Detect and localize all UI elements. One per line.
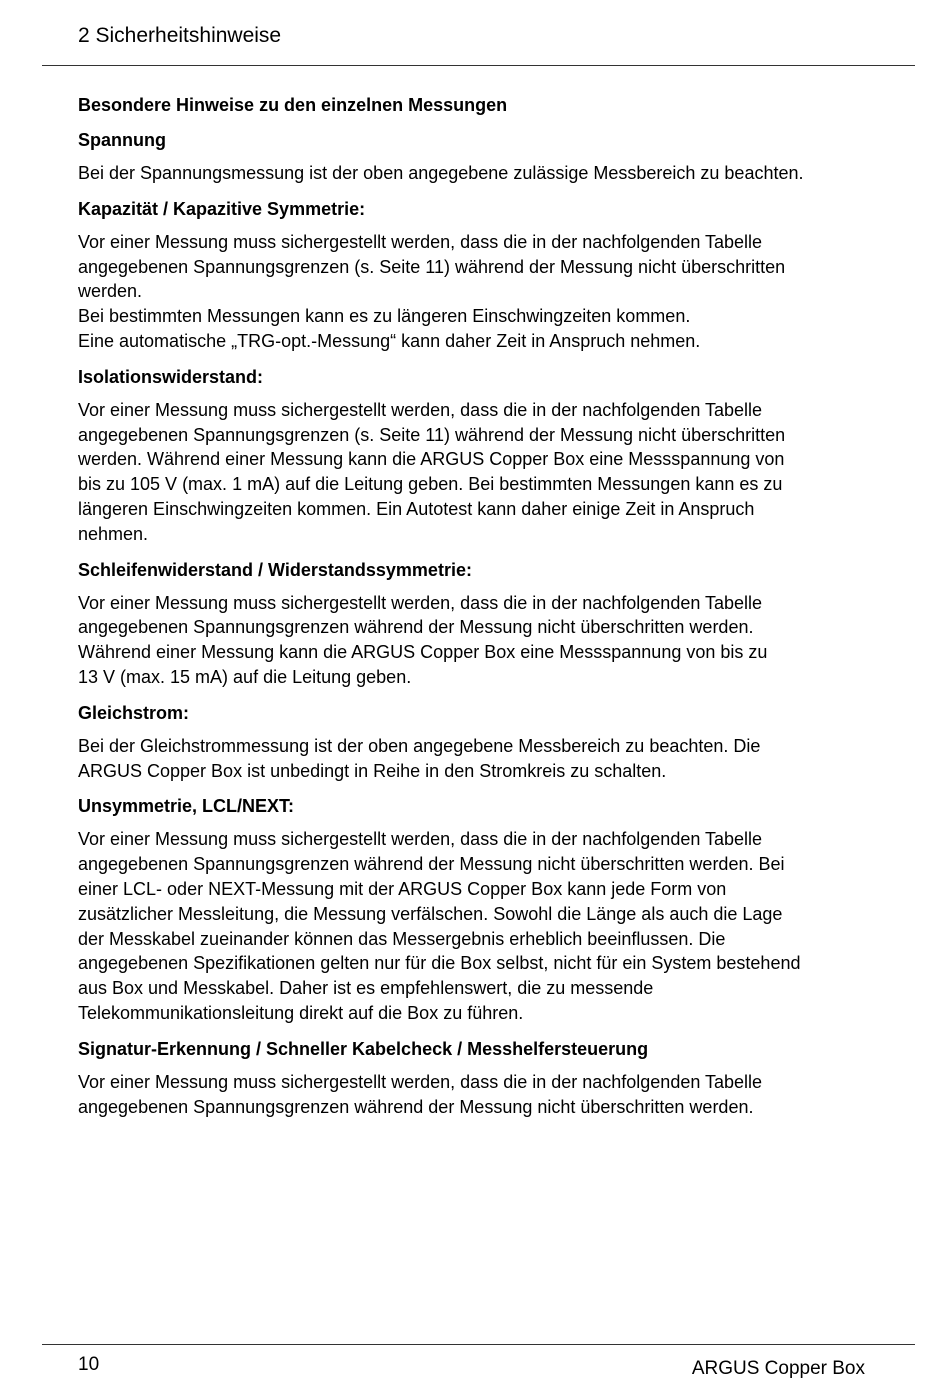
- paragraph-line: Vor einer Messung muss sichergestellt werden, dass die in der nachfolgenden Tabelle: [78, 592, 763, 613]
- section-heading: Kapazität / Kapazitive Symmetrie:: [78, 198, 366, 219]
- section-paragraph: [78, 398, 878, 547]
- page-number: 10: [78, 1354, 100, 1375]
- paragraph-line: Bei der Gleichstrommessung ist der oben angegebene Messbereich zu beachten. Die: [78, 735, 761, 756]
- paragraph-line: Vor einer Messung muss sichergestellt werden, dass die in der nachfolgenden Tabelle: [78, 399, 763, 420]
- paragraph-line: Vor einer Messung muss sichergestellt werden, dass die in der nachfolgenden Tabelle: [78, 829, 763, 850]
- paragraph-line: angegebenen Spannungsgrenzen während der Messung nicht überschritten werden.: [78, 617, 754, 638]
- section-block: [78, 128, 878, 186]
- section-heading: Spannung: [78, 130, 166, 150]
- section-heading: Unsymmetrie, LCL/NEXT:: [78, 796, 295, 817]
- section-heading: Isolationswiderstand:: [78, 366, 264, 387]
- section-block: [78, 197, 878, 354]
- paragraph-line: bis zu 105 V (max. 1 mA) auf die Leitung geben. Bei bestimmten Messungen kann es zu: [78, 474, 783, 495]
- paragraph-line: längeren Einschwingzeiten kommen. Ein Autotest kann daher einige Zeit in Anspruch: [78, 498, 755, 519]
- paragraph-line: Eine automatische „TRG-opt.-Messung“ kann daher Zeit in Anspruch nehmen.: [78, 330, 701, 351]
- footer-divider: [42, 1344, 915, 1345]
- paragraph-line: Vor einer Messung muss sichergestellt werden, dass die in der nachfolgenden Tabelle: [78, 1071, 763, 1092]
- paragraph-line: werden.: [78, 281, 143, 302]
- paragraph-line: Vor einer Messung muss sichergestellt werden, dass die in der nachfolgenden Tabelle: [78, 231, 763, 252]
- paragraph-line: Bei der Spannungsmessung ist der oben angegebene zulässige Messbereich zu beachten.: [78, 163, 804, 183]
- section-paragraph: [78, 591, 878, 690]
- paragraph-line: 13 V (max. 15 mA) auf die Leitung geben.: [78, 666, 412, 687]
- section-paragraph: [78, 827, 878, 1025]
- paragraph-line: angegebenen Spannungsgrenzen während der Messung nicht überschritten werden. Bei: [78, 854, 785, 875]
- paragraph-line: aus Box und Messkabel. Daher ist es empfehlenswert, die zu messende: [78, 978, 654, 999]
- paragraph-line: Bei bestimmten Messungen kann es zu längeren Einschwingzeiten kommen.: [78, 306, 691, 327]
- main-content: [78, 93, 878, 1119]
- section-block: [78, 794, 878, 1025]
- section-paragraph: [78, 734, 878, 784]
- section-block: [78, 1037, 878, 1120]
- sections-container: [78, 128, 878, 1119]
- paragraph-line: angegebenen Spezifikationen gelten nur für die Box selbst, nicht für ein System bestehend: [78, 953, 801, 974]
- paragraph-line: angegebenen Spannungsgrenzen (s. Seite 11) während der Messung nicht überschritten: [78, 424, 786, 445]
- paragraph-line: zusätzlicher Messleitung, die Messung verfälschen. Sowohl die Länge als auch die Lage: [78, 903, 783, 924]
- section-heading: Schleifenwiderstand / Widerstandssymmetrie:: [78, 559, 472, 580]
- paragraph-line: ARGUS Copper Box ist unbedingt in Reihe in den Stromkreis zu schalten.: [78, 760, 667, 781]
- section-paragraph: [78, 230, 878, 354]
- paragraph-line: werden. Während einer Messung kann die ARGUS Copper Box eine Messspannung von: [78, 449, 785, 470]
- paragraph-line: Telekommunikationsleitung direkt auf die Box zu führen.: [78, 1002, 524, 1023]
- paragraph-line: angegebenen Spannungsgrenzen während der Messung nicht überschritten werden.: [78, 1096, 754, 1117]
- page-header-title: 2 Sicherheitshinweise: [78, 24, 282, 47]
- header-divider: [42, 65, 915, 66]
- section-heading: Signatur-Erkennung / Schneller Kabelcheck / Messhelfersteuerung: [78, 1038, 649, 1059]
- section-block: [78, 558, 878, 690]
- footer-product-name: ARGUS Copper Box: [691, 1358, 865, 1379]
- paragraph-line: angegebenen Spannungsgrenzen (s. Seite 11) während der Messung nicht überschritten: [78, 256, 786, 277]
- paragraph-line: einer LCL- oder NEXT-Messung mit der ARGUS Copper Box kann jede Form von: [78, 878, 727, 899]
- paragraph-line: nehmen.: [78, 523, 149, 544]
- section-paragraph: [78, 1070, 878, 1120]
- section-block: [78, 365, 878, 547]
- paragraph-line: Während einer Messung kann die ARGUS Copper Box eine Messspannung von bis zu: [78, 642, 768, 663]
- section-heading: Gleichstrom:: [78, 702, 190, 723]
- paragraph-line: der Messkabel zueinander können das Messergebnis erheblich beeinflussen. Die: [78, 928, 726, 949]
- section-main-heading: Besondere Hinweise zu den einzelnen Messungen: [78, 95, 508, 115]
- section-paragraph: [78, 161, 878, 186]
- section-block: [78, 701, 878, 784]
